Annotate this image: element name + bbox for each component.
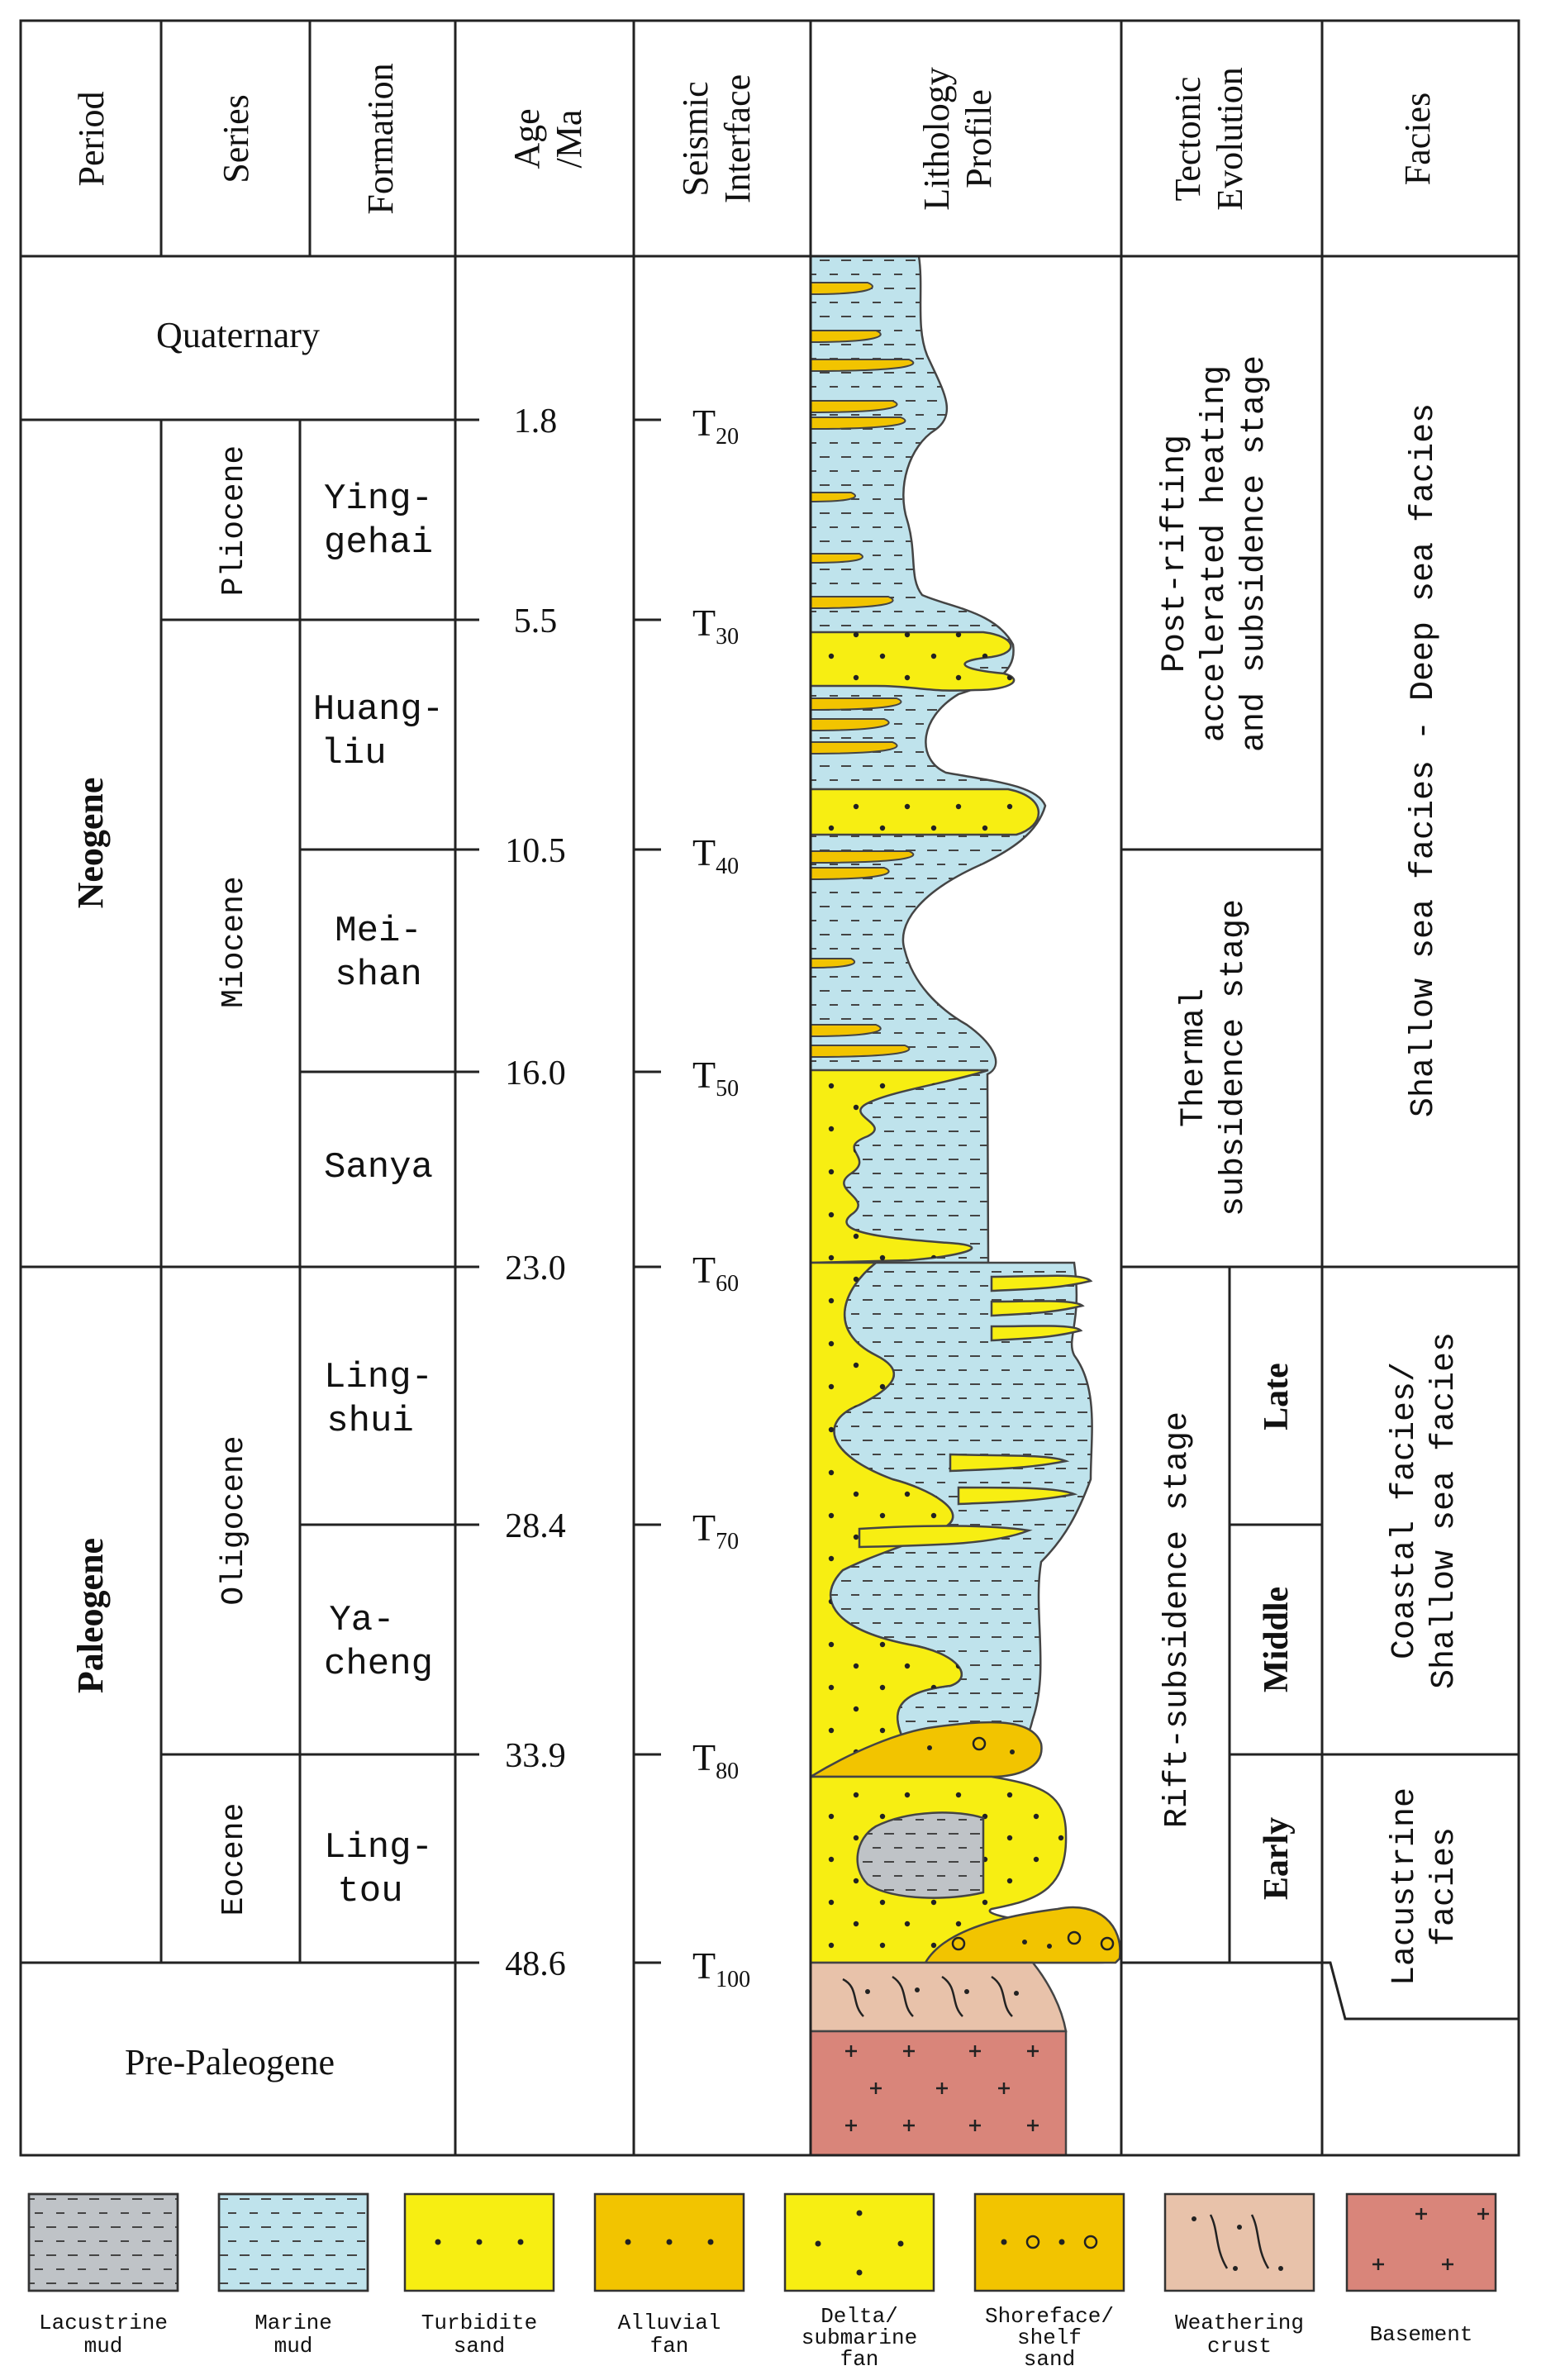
facies-lacustrine-1: Lacustrine [1387,1787,1424,1987]
age-label: 1.8 [513,402,558,440]
header-age-2: /Ma [549,109,589,169]
seismic-t60: $T_{60}$ [692,1249,740,1297]
seismic-t20: $T_{20}$ [692,402,740,450]
seismic-t80: $T_{80}$ [692,1736,740,1784]
formation-meishan-2: shan [335,954,422,996]
formation-lingshui-1: Ling- [323,1357,434,1398]
seismic-t40: $T_{40}$ [692,831,740,879]
formation-yacheng-1: Ya- [329,1600,395,1641]
tectonic-rift: Rift-subsidence stage [1159,1411,1196,1829]
formation-huangliu-1: Huang- [312,689,445,731]
legend-label-lacustrine-mud-1: Lacustrine [38,2311,169,2335]
age-label: 16.0 [505,1054,566,1092]
formation-yinggehai-2: gehai [323,522,434,564]
series-oligocene: Oligocene [216,1435,252,1606]
legend [29,2194,1496,2372]
legend-label-delta-fan-2: submarine [801,2325,918,2350]
facies-shallow-deep: Shallow sea facies - Deep sea facies [1406,402,1443,1118]
period-neogene: Neogene [70,777,111,909]
legend-label-alluvial-fan-1: Alluvial [617,2311,721,2335]
header-seismic-1: Seismic [675,81,716,197]
legend-label-alluvial-fan-2: fan [649,2334,689,2359]
age-ticks [455,420,661,1963]
legend-swatch-shoreface-sand [975,2194,1124,2291]
weathering-crust [811,1963,1066,2031]
seismic-t100: $T_{100}$ [692,1944,751,1992]
age-label: 5.5 [513,602,558,640]
legend-label-shoreface-sand-1: Shoreface/ [984,2304,1115,2329]
formation-lingtou-1: Ling- [323,1827,434,1868]
header-period: Period [71,91,112,187]
period-quaternary: Quaternary [156,315,320,355]
tectonic-post-rifting-2: accelerated heating [1196,364,1234,743]
seismic-t50: $T_{50}$ [692,1054,740,1102]
legend-label-shoreface-sand-3: sand [1023,2347,1076,2372]
header-row [71,63,1438,214]
age-label: 33.9 [505,1737,566,1775]
tectonic-post-rifting-3: and subsidence stage [1236,355,1273,753]
facies-lacustrine-2: facies [1426,1826,1463,1947]
legend-label-basement: Basement [1369,2322,1473,2347]
tectonic-thermal-1: Thermal [1176,988,1213,1128]
formation-huangliu-2: liu [321,733,387,774]
legend-label-weathering-crust-1: Weathering [1174,2311,1305,2335]
legend-label-weathering-crust-2: crust [1206,2334,1272,2359]
series-pliocene: Pliocene [216,445,252,597]
tectonic-middle: Middle [1258,1586,1296,1693]
series-miocene: Miocene [216,876,252,1008]
header-seismic-2: Interface [717,74,758,204]
seismic-t70: $T_{70}$ [692,1507,740,1554]
legend-label-delta-fan-1: Delta/ [821,2304,898,2329]
header-lithology-1: Lithology [916,67,957,211]
header-series: Series [216,94,256,183]
legend-label-shoreface-sand-2: shelf [1016,2325,1082,2350]
tectonic-late: Late [1258,1363,1296,1430]
legend-label-turbidite-sand-1: Turbidite [421,2311,538,2335]
header-tectonic-2: Evolution [1210,67,1250,211]
age-label: 28.4 [505,1507,566,1545]
legend-swatch-delta-fan [785,2194,934,2291]
lithology-profile-graphic [811,256,1120,2155]
formation-yacheng-2: cheng [323,1644,434,1685]
formation-meishan-1: Mei- [335,911,422,952]
seismic-t30: $T_{30}$ [692,602,740,650]
header-formation: Formation [360,63,401,215]
legend-label-marine-mud-2: mud [274,2334,313,2359]
facies-coastal-2: Shallow sea facies [1426,1331,1463,1690]
tectonic-thermal-2: subsidence stage [1215,898,1253,1217]
basement [811,2031,1066,2155]
period-paleogene: Paleogene [70,1537,111,1694]
formation-lingtou-2: tou [337,1871,403,1912]
header-lithology-2: Profile [959,89,999,188]
seismic-interfaces [692,402,750,1992]
tectonic-early: Early [1258,1816,1296,1901]
header-age-1: Age [507,108,547,169]
legend-swatch-weathering-crust [1165,2194,1314,2291]
period-pre-paleogene: Pre-Paleogene [124,2042,335,2082]
age-label: 48.6 [505,1945,566,1983]
legend-label-turbidite-sand-2: sand [453,2334,506,2359]
series-eocene: Eocene [216,1802,252,1916]
header-tectonic-1: Tectonic [1168,76,1208,202]
age-label: 10.5 [505,832,566,870]
legend-label-lacustrine-mud-2: mud [83,2334,123,2359]
formation-sanya: Sanya [323,1147,434,1188]
legend-label-delta-fan-3: fan [840,2347,879,2372]
formation-yinggehai-1: Ying- [323,478,434,520]
tectonic-post-rifting-1: Post-rifting [1157,434,1194,674]
formation-lingshui-2: shui [326,1401,414,1442]
header-facies: Facies [1397,92,1438,186]
age-label: 23.0 [505,1250,566,1288]
facies-coastal-1: Coastal facies/ [1387,1361,1424,1660]
legend-label-marine-mud-1: Marine [254,2311,332,2335]
